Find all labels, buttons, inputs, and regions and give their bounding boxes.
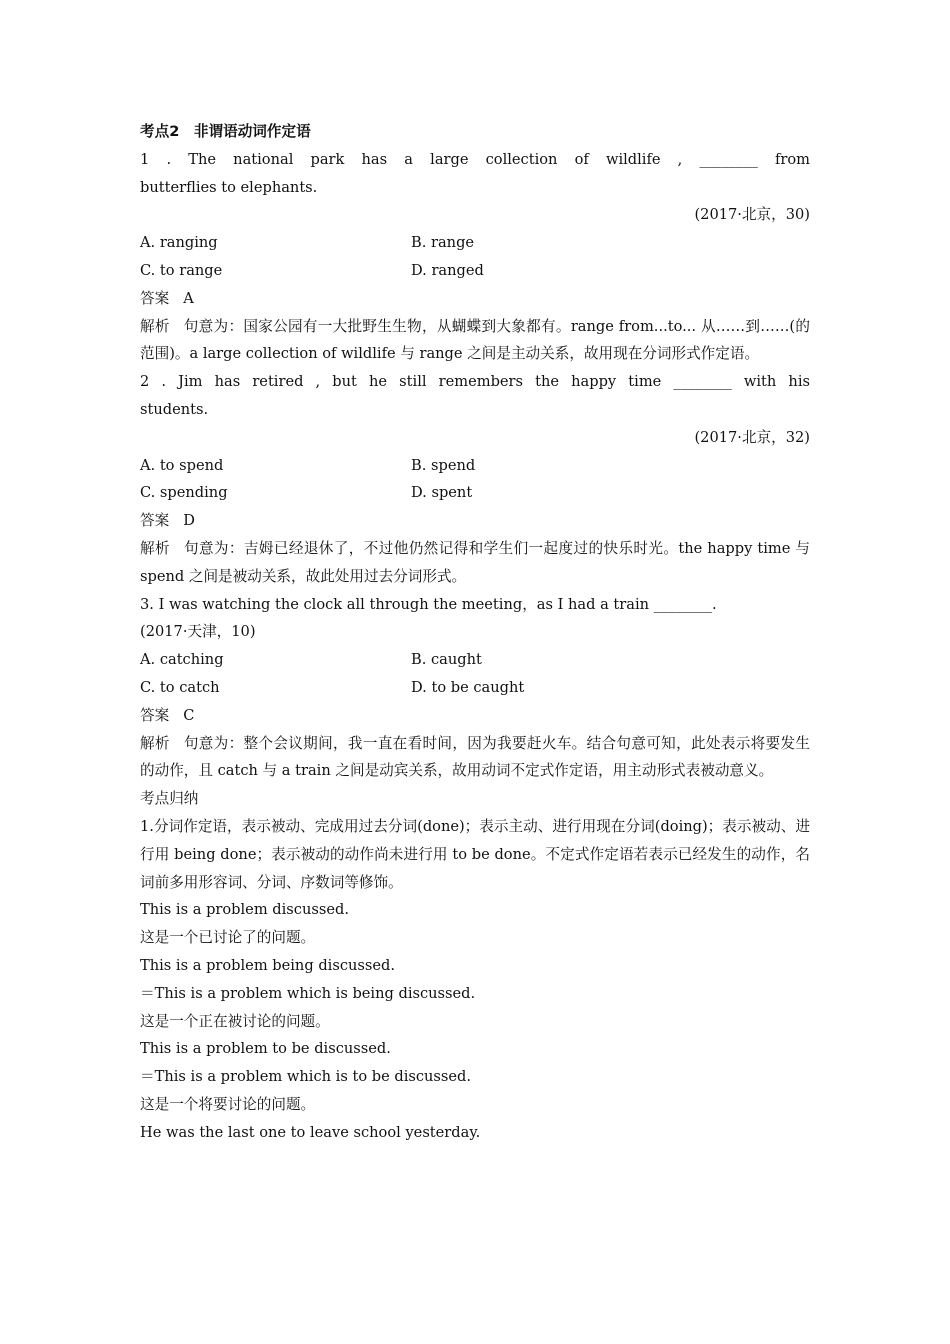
question-2-options-row1 bbox=[140, 452, 810, 480]
analysis-label: 解析 bbox=[140, 734, 170, 752]
answer-value: A bbox=[183, 289, 194, 307]
question-3-options-row2 bbox=[140, 674, 810, 702]
question-1-source: (2017·北京，30) bbox=[694, 206, 810, 224]
option-d: D. spent bbox=[411, 484, 473, 502]
analysis-label: 解析 bbox=[140, 539, 170, 557]
answer-label: 答案 bbox=[140, 289, 170, 307]
answer-value: C bbox=[183, 706, 195, 724]
question-3-line1: 3. I was watching the clock all through the meeting，as I had a train ________. bbox=[140, 595, 717, 613]
summary-title: 考点归纳 bbox=[140, 790, 199, 808]
analysis-text: 句意为：整个会议期间，我一直在看时间，因为我要赶火车。结合句意可知，此处表示将要发生的动作，且 catch 与 a train 之间是动宾关系，故用动词不定式作定语，用主动形式表被动意义。 bbox=[140, 734, 810, 780]
question-3-analysis bbox=[140, 730, 810, 786]
example-sentence: He was the last one to leave school yesterday. bbox=[140, 1123, 481, 1141]
example-translation: 这是一个正在被讨论的问题。 bbox=[140, 1012, 330, 1030]
example-translation: 这是一个已讨论了的问题。 bbox=[140, 929, 316, 947]
example-sentence: This is a problem discussed. bbox=[140, 901, 349, 919]
document-page bbox=[140, 118, 810, 1146]
question-2-source: (2017·北京，32) bbox=[694, 428, 810, 446]
question-3-options-row1 bbox=[140, 646, 810, 674]
option-c: C. to catch bbox=[140, 678, 220, 696]
option-c: C. to range bbox=[140, 261, 223, 279]
example-equivalent: ＝This is a problem which is being discussed. bbox=[140, 984, 476, 1002]
question-1-line2: butterflies to elephants. bbox=[140, 178, 318, 196]
option-d: D. ranged bbox=[411, 261, 484, 279]
question-3-source: (2017·天津，10) bbox=[140, 623, 256, 641]
section-heading: 考点2 非谓语动词作定语 bbox=[140, 123, 311, 140]
option-b: B. spend bbox=[411, 456, 476, 474]
example-equivalent: ＝This is a problem which is to be discussed. bbox=[140, 1068, 472, 1086]
option-c: C. spending bbox=[140, 484, 228, 502]
answer-label: 答案 bbox=[140, 706, 170, 724]
option-a: A. catching bbox=[140, 651, 224, 669]
option-b: B. caught bbox=[411, 651, 482, 669]
example-sentence: This is a problem to be discussed. bbox=[140, 1040, 391, 1058]
question-2-options-row2 bbox=[140, 479, 810, 507]
option-a: A. to spend bbox=[140, 456, 224, 474]
question-1-options-row1 bbox=[140, 229, 810, 257]
question-1-analysis bbox=[140, 313, 810, 369]
question-1-answer bbox=[140, 285, 810, 313]
question-3-answer bbox=[140, 702, 810, 730]
analysis-text: 句意为：国家公园有一大批野生生物，从蝴蝶到大象都有。range from...to... 从……到……(的范围)。a large collection of wildlife 与 range 之间是主动关系，故用现在分词形式作定语。 bbox=[140, 317, 810, 363]
example-translation: 这是一个将要讨论的问题。 bbox=[140, 1095, 316, 1113]
question-2-analysis bbox=[140, 535, 810, 591]
question-1-line1: 1 . The national park has a large collection of wildlife , ________ from bbox=[140, 150, 810, 168]
example-sentence: This is a problem being discussed. bbox=[140, 956, 395, 974]
analysis-text: 句意为：吉姆已经退休了，不过他仍然记得和学生们一起度过的快乐时光。the happy time 与 spend 之间是被动关系，故此处用过去分词形式。 bbox=[140, 539, 810, 585]
question-2-line1: 2 . Jim has retired , but he still remembers the happy time ________ with his bbox=[140, 373, 810, 391]
analysis-label: 解析 bbox=[140, 317, 170, 335]
question-2-answer bbox=[140, 507, 810, 535]
answer-label: 答案 bbox=[140, 512, 170, 530]
summary-rule: 1.分词作定语，表示被动、完成用过去分词(done)；表示主动、进行用现在分词(doing)；表示被动、进行用 being done；表示被动的动作尚未进行用 to be done。不定式作定语若表示已经发生的动作，名词前多用形容词、分词、序数词等修饰。 bbox=[140, 817, 810, 891]
option-a: A. ranging bbox=[140, 234, 218, 252]
question-1-options-row2 bbox=[140, 257, 810, 285]
question-2-line2: students. bbox=[140, 400, 209, 418]
answer-value: D bbox=[183, 512, 195, 530]
option-b: B. range bbox=[411, 234, 475, 252]
option-d: D. to be caught bbox=[411, 678, 525, 696]
